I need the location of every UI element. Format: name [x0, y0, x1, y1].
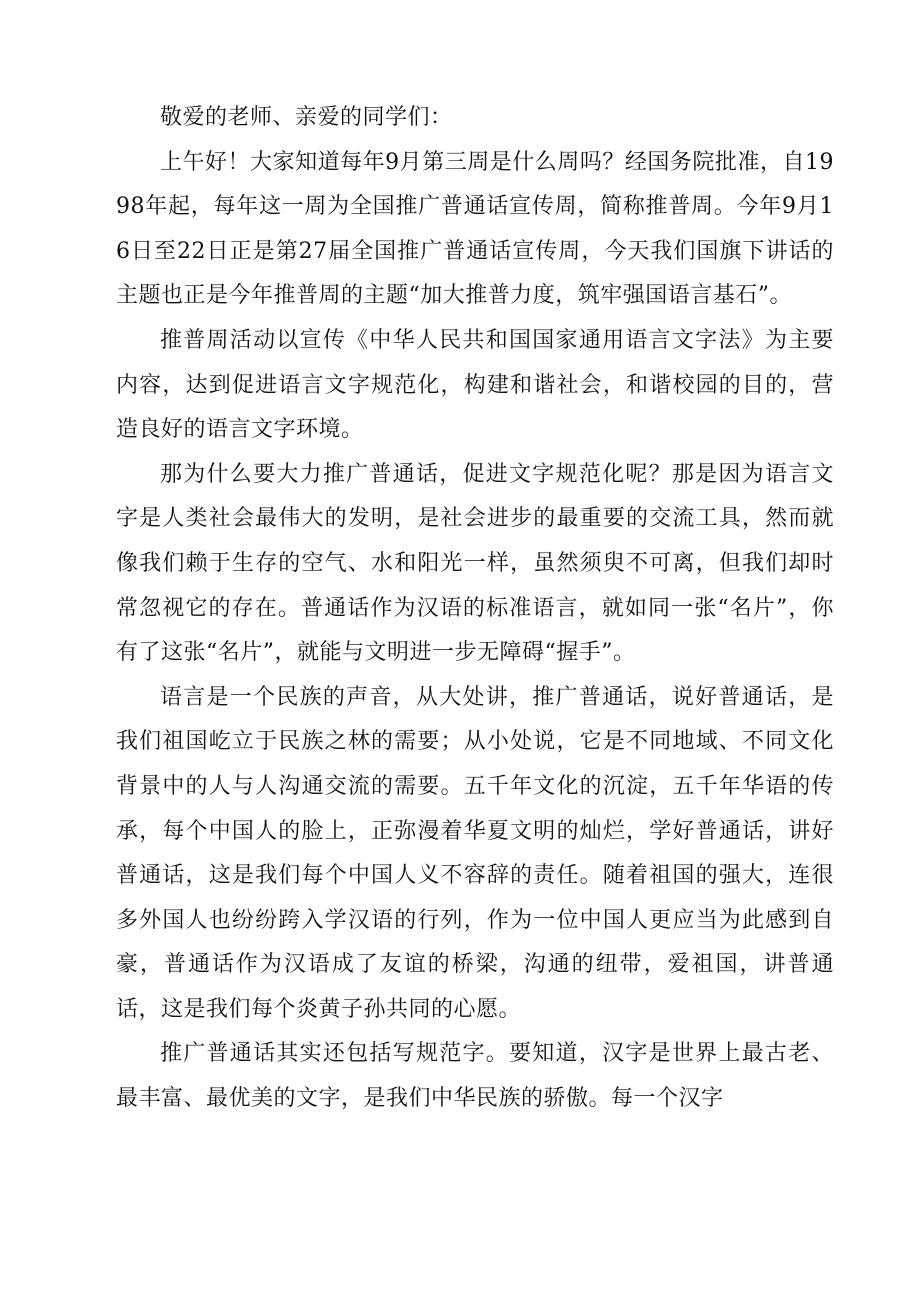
paragraph-3: 那为什么要大力推广普通话，促进文字规范化呢？那是因为语言文字是人类社会最伟大的发明，是社会进步的最重要的交流工具，然而就像我们赖于生存的空气、水和阳光一样，虽然须臾不可离，但我们却时常忽视它的存在。普通话作为汉语的标准语言，就如同一张“名片”，你有了这张“名片”，就能与文明进一步无障碍“握手”。: [116, 461, 834, 666]
document-body: [116, 96, 834, 1122]
paragraph-2: 推普周活动以宣传《中华人民共和国国家通用语言文字法》为主要内容，达到促进语言文字规范化，构建和谐社会，和谐校园的目的，营造良好的语言文字环境。: [116, 327, 834, 443]
greeting-line: 敬爱的老师、亲爱的同学们：: [160, 105, 453, 130]
paragraph-4: 语言是一个民族的声音，从大处讲，推广普通话，说好普通话，是我们祖国屹立于民族之林的需要；从小处说，它是不同地域、不同文化背景中的人与人沟通交流的需要。五千年文化的沉淀，五千年华语的传承，每个中国人的脸上，正弥漫着华夏文明的灿烂，学好普通话，讲好普通话，这是我们每个中国人义不容辞的责任。随着祖国的强大，连很多外国人也纷纷跨入学汉语的行列，作为一位中国人更应当为此感到自豪，普通话作为汉语成了友谊的桥梁，沟通的纽带，爱祖国，讲普通话，这是我们每个炎黄子孙共同的心愿。: [116, 684, 834, 1022]
paragraph-1: 上午好！大家知道每年9月第三周是什么周吗？经国务院批准，自1998年起，每年这一周为全国推广普通话宣传周，简称推普周。今年9月16日至22日正是第27届全国推广普通话宣传周，今天我们国旗下讲话的主题也正是今年推普周的主题“加大推普力度，筑牢强国语言基石”。: [116, 149, 834, 309]
paragraph-5: 推广普通话其实还包括写规范字。要知道，汉字是世界上最古老、最丰富、最优美的文字，是我们中华民族的骄傲。每一个汉字: [116, 1041, 834, 1112]
